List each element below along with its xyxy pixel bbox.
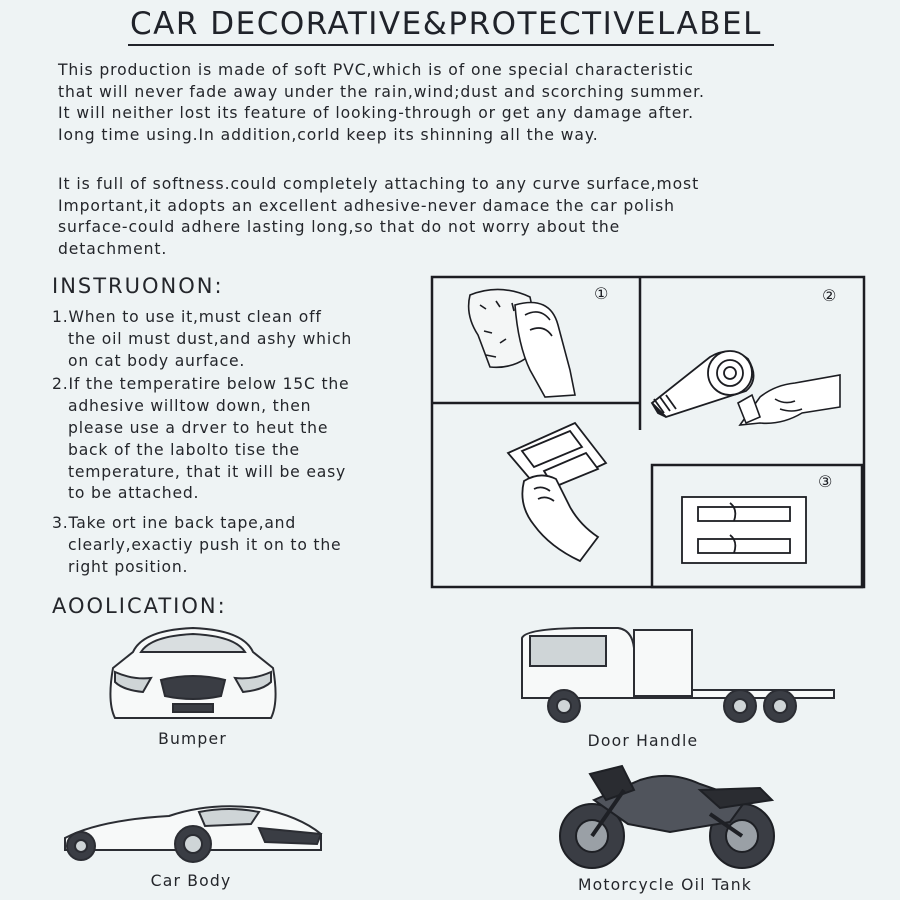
application-heading: AOOLICATION: — [52, 594, 227, 618]
sports-car-icon — [59, 798, 327, 868]
instruction-step-3 — [52, 513, 432, 578]
step-marker-2: ② — [822, 286, 837, 305]
hand-holding-label-icon — [738, 375, 840, 425]
peel-label-icon — [508, 423, 606, 561]
step-line: temperature, that it will be easy — [68, 462, 347, 481]
application-item-car-body — [58, 798, 328, 890]
applied-labels-icon — [682, 497, 806, 563]
intro-line: detachment. — [58, 239, 168, 258]
application-label: Car Body — [150, 872, 232, 890]
application-item-door-handle — [505, 624, 841, 750]
intro-line: Important,it adopts an excellent adhesive-never damace the car polish — [58, 196, 675, 215]
instruction-step-1 — [52, 307, 432, 372]
car-front-icon — [103, 622, 283, 726]
intro-paragraph-1 — [58, 60, 848, 146]
intro-line: This production is made of soft PVC,which is of one special characteristic — [58, 61, 694, 79]
step-line: 1.When to use it,must clean off — [52, 308, 322, 326]
step-line: adhesive willtow down, then — [68, 397, 312, 416]
step-line: please use a drver to heut the — [68, 418, 329, 437]
intro-line: It is full of softness.could completely attaching to any curve surface,most — [58, 175, 700, 193]
intro-line: that will never fade away under the rain,wind;dust and scorching summer. — [58, 82, 705, 101]
motorcycle-icon — [550, 760, 780, 874]
step-line: the oil must dust,and ashy which — [68, 329, 353, 348]
intro-paragraph-2 — [58, 174, 848, 260]
title-underline — [128, 44, 774, 46]
step-line: 3.Take ort ine back tape,and — [52, 514, 297, 533]
application-item-bumper — [100, 622, 285, 748]
hair-dryer-icon — [652, 351, 754, 417]
step-marker-3: ③ — [818, 472, 833, 491]
application-label: Door Handle — [587, 732, 699, 750]
application-label: Bumper — [158, 730, 227, 748]
intro-line: Iong time using.In addition,corld keep its shinning all the way. — [58, 125, 599, 144]
step-line: back of the labolto tise the — [68, 440, 300, 459]
cleaning-cloth-icon — [469, 289, 575, 397]
instruction-step-2 — [52, 374, 432, 505]
step-line: on cat body aurface. — [68, 351, 246, 370]
truck-icon — [508, 624, 838, 728]
page-title: CAR DECORATIVE&PROTECTIVELABEL — [130, 6, 762, 42]
instruction-steps — [52, 307, 432, 581]
intro-line: surface-could adhere lasting long,so that do not worry about the — [58, 218, 621, 236]
instruction-diagram — [430, 275, 866, 589]
application-label: Motorcycle Oil Tank — [577, 876, 753, 894]
step-line: right position. — [68, 557, 189, 576]
intro-line: It will neither lost its feature of looking-through or get any damage after. — [58, 104, 694, 122]
application-item-motorcycle-oil-tank — [545, 760, 785, 894]
step-marker-1: ① — [594, 284, 609, 303]
step-line: to be attached. — [68, 484, 200, 503]
step-line: 2.If the temperatire below 15C the — [52, 375, 350, 394]
instructions-heading: INSTRUONON: — [52, 274, 224, 298]
step-line: clearly,exactiy push it on to the — [68, 535, 342, 554]
